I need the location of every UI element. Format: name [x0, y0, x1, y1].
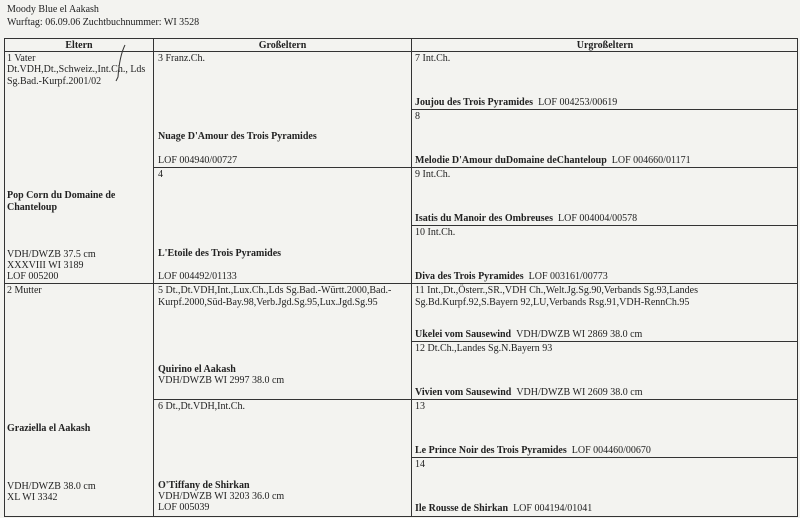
- grandparent-registration: VDH/DWZB WI 2997 38.0 cm: [158, 375, 285, 386]
- pedigree-meta: Wurftag: 06.09.06 Zuchtbuchnummer: WI 3528: [7, 17, 200, 28]
- great-grandparent-registration: LOF 004004/00578: [557, 213, 638, 224]
- column-header-grandparents: Großeltern: [258, 40, 307, 51]
- great-grandparent-entry: [415, 97, 617, 109]
- great-grandparent-name: Vivien vom Sausewind: [415, 387, 512, 398]
- grandparent-registration: LOF 004940/00727: [158, 155, 238, 166]
- great-grandparent-name: Melodie D'Amour duDomaine deChanteloup: [415, 155, 607, 166]
- grandparent-name: Nuage D'Amour des Trois Pyramides: [158, 131, 317, 142]
- great-grandparent-name: Diva des Trois Pyramides: [415, 271, 524, 282]
- great-grandparent-name: Ukelei vom Sausewind: [415, 329, 512, 340]
- great-grandparent-entry: [415, 271, 608, 283]
- great-grandparent-registration: LOF 004660/01171: [611, 155, 691, 166]
- sire-title: 1 Vater: [7, 53, 36, 64]
- great-grandparent-entry: [415, 213, 637, 225]
- dam-registration: XL WI 3342: [7, 492, 58, 503]
- row-divider: [411, 225, 797, 226]
- column-header-parents: Eltern: [65, 40, 93, 51]
- great-grandparent-entry: [415, 387, 643, 399]
- dam-title: 2 Mutter: [7, 285, 42, 296]
- grandparent-title: 4: [158, 169, 163, 180]
- grandparent-registration: LOF 005039: [158, 502, 210, 513]
- sire-name: Pop Corn du Domaine de Chanteloup: [7, 190, 116, 213]
- grandparent-name: L'Etoile des Trois Pyramides: [158, 248, 282, 259]
- grandparent-registration: VDH/DWZB WI 3203 36.0 cm: [158, 491, 285, 502]
- great-grandparent-name: Le Prince Noir des Trois Pyramides: [415, 445, 567, 456]
- great-grandparent-title: 14: [415, 459, 425, 470]
- great-grandparent-title: 13: [415, 401, 425, 412]
- great-grandparent-title: 7 Int.Ch.: [415, 53, 451, 64]
- great-grandparent-registration: LOF 004194/01041: [513, 503, 593, 514]
- great-grandparent-title: 12 Dt.Ch.,Landes Sg.N.Bayern 93: [415, 343, 553, 354]
- sire-titles: Dt.VDH,Dt.,Schweiz.,Int.Ch., Lds Sg.Bad.-Kurpf.2001/02: [7, 64, 146, 87]
- row-divider: [5, 283, 797, 284]
- great-grandparent-registration: VDH/DWZB WI 2869 38.0 cm: [516, 329, 643, 340]
- great-grandparent-title: 11 Int.,Dt.,Österr.,SR.,VDH Ch.,Welt.Jg.Sg.90,Verbands Sg.93,Landes Sg.Bd.Kurpf.92,S.Bayern 92,LU,Verbands Rsg.91,VDH-RennCh.95: [415, 285, 698, 308]
- handwritten-mark: [113, 43, 127, 83]
- great-grandparent-entry: [415, 329, 642, 341]
- column-header-great-grandparents: Urgroßeltern: [576, 40, 634, 51]
- great-grandparent-registration: LOF 004253/00619: [538, 97, 618, 108]
- sire-registration: VDH/DWZB 37.5 cm: [7, 249, 96, 260]
- grandparent-title: 6 Dt.,Dt.VDH,Int.Ch.: [158, 401, 245, 412]
- row-divider: [411, 341, 797, 342]
- great-grandparent-name: Joujou des Trois Pyramides: [415, 97, 534, 108]
- great-grandparent-entry: [415, 445, 651, 457]
- great-grandparent-name: Ile Rousse de Shirkan: [415, 503, 509, 514]
- row-divider: [153, 399, 797, 400]
- column-divider: [153, 39, 154, 516]
- great-grandparent-name: Isatis du Manoir des Ombreuses: [415, 213, 553, 224]
- row-divider: [153, 167, 797, 168]
- grandparent-name: Quirino el Aakash: [158, 364, 236, 375]
- great-grandparent-entry: [415, 503, 592, 515]
- pedigree-table: [4, 38, 798, 517]
- dam-name: Graziella el Aakash: [7, 423, 91, 434]
- grandparent-registration: LOF 004492/01133: [158, 271, 237, 282]
- great-grandparent-title: 9 Int.Ch.: [415, 169, 451, 180]
- sire-registration: LOF 005200: [7, 271, 59, 282]
- great-grandparent-registration: LOF 003161/00773: [528, 271, 608, 282]
- grandparent-name: O'Tiffany de Shirkan: [158, 480, 250, 491]
- row-divider: [411, 109, 797, 110]
- dam-registration: VDH/DWZB 38.0 cm: [7, 481, 96, 492]
- grandparent-title: 5 Dt.,Dt.VDH,Int.,Lux.Ch.,Lds Sg.Bad.-Württ.2000,Bad.-Kurpf.2000,Süd-Bay.98,Verb.Jgd.Sg.95,Lux.Jgd.Sg.95: [158, 285, 392, 308]
- grandparent-title: 3 Franz.Ch.: [158, 53, 205, 64]
- great-grandparent-title: 10 Int.Ch.: [415, 227, 456, 238]
- pedigree-dog-name: Moody Blue el Aakash: [7, 4, 99, 15]
- great-grandparent-entry: [415, 155, 691, 167]
- column-divider: [411, 39, 412, 516]
- great-grandparent-title: 8: [415, 111, 420, 122]
- row-divider: [411, 457, 797, 458]
- great-grandparent-registration: VDH/DWZB WI 2609 38.0 cm: [516, 387, 643, 398]
- sire-registration: XXXVIII WI 3189: [7, 260, 84, 271]
- great-grandparent-registration: LOF 004460/00670: [571, 445, 651, 456]
